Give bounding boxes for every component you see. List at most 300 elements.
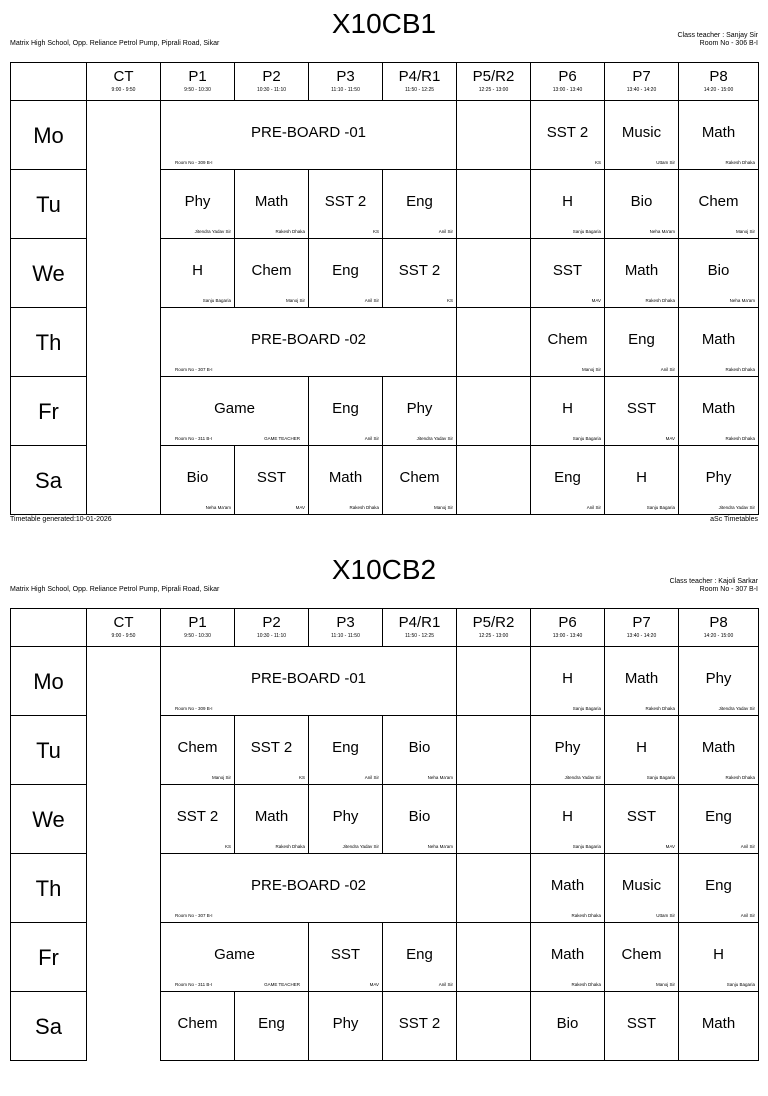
teacher-name: Anil Sir (364, 775, 379, 780)
lesson-cell (531, 377, 605, 446)
period-time: 9:50 - 10:30 (184, 633, 211, 639)
period-header (383, 63, 457, 101)
subject-name: Eng (554, 469, 581, 486)
subject-name: SST 2 (546, 124, 589, 141)
class-teacher: Class teacher : Sanjay Sir (677, 32, 758, 39)
subject-name: Phy (184, 193, 211, 210)
period-header (679, 609, 759, 647)
day-row (11, 101, 759, 170)
class-room: Room No - 306 B-I (699, 40, 758, 47)
subject-name: Eng (332, 400, 359, 417)
generated-date: Timetable generated:10-01-2026 (10, 516, 112, 523)
lesson-cell (383, 239, 457, 308)
empty-period-cell (457, 308, 531, 377)
period-header (679, 63, 759, 101)
subject-name: Math (254, 193, 289, 210)
teacher-name: Jitendra Yadav Sir (718, 505, 755, 510)
teacher-name: Manoj Sir (581, 367, 601, 372)
room-label: Room No - 309 B-I (175, 706, 213, 711)
teacher-name: Sanju Bagaria (572, 436, 601, 441)
subject-name: SST 2 (324, 193, 367, 210)
teacher-name: Rakesh Dhaka (725, 436, 755, 441)
period-time: 13:40 - 14:20 (626, 633, 657, 639)
lesson-cell (309, 239, 383, 308)
period-header (235, 609, 309, 647)
subject-name: PRE-BOARD -01 (250, 124, 367, 141)
day-cell (11, 923, 87, 992)
period-name: P7 (632, 614, 651, 631)
lesson-cell (235, 170, 309, 239)
teacher-name: Sanju Bagaria (202, 298, 231, 303)
day-cell (11, 854, 87, 923)
teacher-name: Sanju Bagaria (646, 775, 675, 780)
subject-name: Math (254, 808, 289, 825)
subject-name: Phy (406, 400, 433, 417)
timetable-grid (10, 608, 759, 1061)
software-credit: aSc Timetables (710, 516, 758, 523)
empty-period-cell (457, 785, 531, 854)
subject-name: H (562, 193, 573, 210)
teacher-name: Sanju Bagaria (646, 505, 675, 510)
lesson-cell (383, 923, 457, 992)
lesson-cell (161, 992, 235, 1061)
timetable-grid (10, 62, 759, 515)
subject-name: Eng (332, 739, 359, 756)
subject-name: PRE-BOARD -01 (250, 670, 367, 687)
teacher-name: Manoj Sir (655, 982, 675, 987)
lesson-cell (235, 239, 309, 308)
teacher-name: Anil Sir (364, 298, 379, 303)
lesson-cell (161, 446, 235, 515)
period-header (457, 609, 531, 647)
period-name: P3 (336, 68, 355, 85)
class-teacher: Class teacher : Kajoli Sarkar (669, 578, 758, 585)
teacher-name: Jitendra Yadav Sir (194, 229, 231, 234)
lesson-cell (309, 170, 383, 239)
subject-name: Eng (258, 1015, 285, 1032)
lesson-cell (161, 377, 309, 446)
ct-column (87, 647, 161, 1061)
period-time: 13:00 - 13:40 (552, 87, 583, 93)
room-label: Room No - 307 B-I (175, 913, 213, 918)
lesson-cell (383, 446, 457, 515)
teacher-name: Jitendra Yadav Sir (342, 844, 379, 849)
lesson-cell (679, 446, 759, 515)
period-time: 9:00 - 9:50 (111, 633, 136, 639)
lesson-cell (605, 239, 679, 308)
teacher-name: Rakesh Dhaka (725, 160, 755, 165)
period-name: P6 (558, 68, 577, 85)
period-name: P8 (709, 68, 728, 85)
lesson-cell (605, 923, 679, 992)
empty-period-cell (457, 923, 531, 992)
lesson-cell (605, 377, 679, 446)
subject-name: Math (624, 670, 659, 687)
timetable-title: X10CB2 (331, 554, 437, 585)
subject-name: SST 2 (398, 262, 441, 279)
teacher-name: Anil Sir (740, 913, 755, 918)
lesson-cell (531, 716, 605, 785)
subject-name: SST (330, 946, 361, 963)
period-time: 11:10 - 11:50 (331, 633, 360, 639)
teacher-name: Sanju Bagaria (572, 844, 601, 849)
subject-name: SST (626, 1015, 657, 1032)
period-name: P4/R1 (398, 614, 441, 631)
school-address: Matrix High School, Opp. Reliance Petrol Pump, Piprali Road, Sikar (10, 586, 220, 593)
timetable-title: X10CB1 (331, 8, 437, 39)
period-header (309, 63, 383, 101)
period-name: P1 (188, 68, 207, 85)
period-header (531, 63, 605, 101)
teacher-name: Rakesh Dhaka (275, 844, 305, 849)
teacher-name: KS (298, 775, 305, 780)
period-header (161, 63, 235, 101)
day-name: We (32, 807, 65, 832)
teacher-name: Anil Sir (364, 436, 379, 441)
teacher-name: Jitendra Yadav Sir (416, 436, 453, 441)
teacher-name: Sanju Bagaria (572, 706, 601, 711)
teacher-name: Manoj Sir (285, 298, 305, 303)
day-name: Sa (35, 468, 62, 493)
teacher-name: Rakesh Dhaka (571, 982, 601, 987)
subject-name: Eng (705, 808, 732, 825)
day-cell (11, 308, 87, 377)
empty-period-cell (457, 716, 531, 785)
teacher-name: KS (224, 844, 231, 849)
subject-name: Eng (406, 193, 433, 210)
room-label: Room No - 311 B-I (175, 982, 213, 987)
lesson-cell (531, 992, 605, 1061)
period-header (309, 609, 383, 647)
subject-name: Math (624, 262, 659, 279)
lesson-cell (531, 101, 605, 170)
period-header-row (11, 609, 759, 647)
teacher-name: Uttam Sir (656, 913, 675, 918)
subject-name: Math (701, 124, 736, 141)
period-header (235, 63, 309, 101)
lesson-cell (531, 446, 605, 515)
empty-period-cell (457, 239, 531, 308)
teacher-name: Anil Sir (660, 367, 675, 372)
day-name: Th (35, 876, 62, 901)
subject-name: SST (626, 808, 657, 825)
subject-name: H (636, 739, 647, 756)
lesson-cell (161, 854, 457, 923)
teacher-name: KS (594, 160, 601, 165)
teacher-name: Sanju Bagaria (572, 229, 601, 234)
subject-name: Music (621, 124, 662, 141)
lesson-cell (383, 716, 457, 785)
subject-name: Bio (408, 808, 431, 825)
subject-name: Eng (406, 946, 433, 963)
timetable-block (0, 556, 768, 1096)
period-name: CT (113, 68, 134, 85)
subject-name: Chem (621, 946, 662, 963)
subject-name: Math (701, 400, 736, 417)
lesson-cell (161, 716, 235, 785)
period-name: P2 (262, 68, 281, 85)
subject-name: H (713, 946, 724, 963)
teacher-name: MAV (369, 982, 379, 987)
lesson-cell (679, 716, 759, 785)
period-header (605, 63, 679, 101)
lesson-cell (161, 239, 235, 308)
subject-name: Phy (705, 670, 732, 687)
period-header (383, 609, 457, 647)
day-cell (11, 239, 87, 308)
lesson-cell (605, 854, 679, 923)
corner-cell (11, 609, 87, 647)
lesson-cell (679, 239, 759, 308)
teacher-name: Rakesh Dhaka (571, 913, 601, 918)
subject-name: SST (626, 400, 657, 417)
teacher-name: Neha Ma'am (729, 298, 755, 303)
teacher-name: MAV (665, 436, 675, 441)
empty-period-cell (457, 854, 531, 923)
lesson-cell (679, 647, 759, 716)
period-name: P5/R2 (472, 614, 515, 631)
teacher-name: MAV (665, 844, 675, 849)
lesson-cell (679, 992, 759, 1061)
day-name: Mo (33, 123, 64, 148)
subject-name: SST (552, 262, 583, 279)
period-name: P2 (262, 614, 281, 631)
timetable-block (0, 10, 768, 550)
period-header (87, 609, 161, 647)
teacher-name: Anil Sir (438, 982, 453, 987)
period-header (531, 609, 605, 647)
lesson-cell (605, 785, 679, 854)
lesson-cell (531, 239, 605, 308)
room-label: Room No - 311 B-I (175, 436, 213, 441)
day-name: Mo (33, 669, 64, 694)
period-header (457, 63, 531, 101)
lesson-cell (679, 377, 759, 446)
subject-name: Math (328, 469, 363, 486)
lesson-cell (679, 854, 759, 923)
period-time: 14:20 - 15:00 (703, 633, 734, 639)
period-time: 11:10 - 11:50 (331, 87, 360, 93)
teacher-name: Jitendra Yadav Sir (718, 706, 755, 711)
subject-name: Math (701, 739, 736, 756)
subject-name: Game (214, 400, 255, 417)
teacher-name: MAV (591, 298, 601, 303)
lesson-cell (531, 308, 605, 377)
subject-name: Chem (399, 469, 440, 486)
period-name: P5/R2 (472, 68, 515, 85)
lesson-cell (383, 785, 457, 854)
period-name: P3 (336, 614, 355, 631)
day-cell (11, 170, 87, 239)
lesson-cell (161, 101, 457, 170)
period-name: CT (113, 614, 134, 631)
subject-name: Math (701, 1015, 736, 1032)
subject-name: H (636, 469, 647, 486)
subject-name: Chem (177, 739, 218, 756)
subject-name: Eng (332, 262, 359, 279)
teacher-name: Rakesh Dhaka (275, 229, 305, 234)
subject-name: SST 2 (250, 739, 293, 756)
teacher-name: Rakesh Dhaka (645, 298, 675, 303)
lesson-cell (161, 923, 309, 992)
lesson-cell (235, 716, 309, 785)
lesson-cell (531, 785, 605, 854)
period-name: P6 (558, 614, 577, 631)
lesson-cell (309, 923, 383, 992)
period-time: 10:30 - 11:10 (256, 633, 287, 639)
lesson-cell (605, 170, 679, 239)
subject-name: Music (621, 877, 662, 894)
subject-name: SST 2 (398, 1015, 441, 1032)
day-cell (11, 446, 87, 515)
lesson-cell (309, 377, 383, 446)
ct-column (87, 101, 161, 515)
teacher-name: GAME TEACHER (264, 982, 300, 987)
class-teacher-info (670, 578, 758, 594)
lesson-cell (161, 785, 235, 854)
lesson-cell (235, 785, 309, 854)
subject-name: Bio (707, 262, 730, 279)
teacher-name: Rakesh Dhaka (725, 367, 755, 372)
subject-name: Math (701, 331, 736, 348)
subject-name: H (192, 262, 203, 279)
period-time: 9:50 - 10:30 (184, 87, 211, 93)
lesson-cell (309, 785, 383, 854)
subject-name: PRE-BOARD -02 (250, 331, 367, 348)
period-name: P7 (632, 68, 651, 85)
period-time: 13:00 - 13:40 (552, 633, 583, 639)
period-time: 14:20 - 15:00 (703, 87, 734, 93)
teacher-name: Manoj Sir (211, 775, 231, 780)
lesson-cell (531, 854, 605, 923)
day-cell (11, 101, 87, 170)
subject-name: H (562, 670, 573, 687)
lesson-cell (383, 992, 457, 1061)
lesson-cell (605, 647, 679, 716)
period-time: 10:30 - 11:10 (256, 87, 287, 93)
lesson-cell (679, 785, 759, 854)
subject-name: Phy (332, 808, 359, 825)
lesson-cell (161, 647, 457, 716)
teacher-name: Neha Ma'am (427, 844, 453, 849)
lesson-cell (309, 446, 383, 515)
period-header (605, 609, 679, 647)
lesson-cell (605, 446, 679, 515)
lesson-cell (235, 992, 309, 1061)
lesson-cell (235, 446, 309, 515)
period-header (161, 609, 235, 647)
subject-name: Chem (698, 193, 739, 210)
lesson-cell (531, 923, 605, 992)
subject-name: Phy (705, 469, 732, 486)
day-name: Tu (36, 192, 61, 217)
lesson-cell (531, 647, 605, 716)
period-header-row (11, 63, 759, 101)
subject-name: Chem (251, 262, 292, 279)
period-time: 12:25 - 13:00 (478, 633, 509, 639)
empty-period-cell (457, 101, 531, 170)
day-name: Th (35, 330, 62, 355)
period-name: P1 (188, 614, 207, 631)
empty-period-cell (457, 992, 531, 1061)
subject-name: Bio (630, 193, 653, 210)
period-time: 13:40 - 14:20 (626, 87, 657, 93)
lesson-cell (383, 170, 457, 239)
subject-name: Bio (556, 1015, 579, 1032)
period-name: P4/R1 (398, 68, 441, 85)
day-cell (11, 647, 87, 716)
day-name: Fr (38, 399, 59, 424)
day-name: We (32, 261, 65, 286)
subject-name: Eng (705, 877, 732, 894)
empty-period-cell (457, 647, 531, 716)
class-teacher-info (677, 32, 758, 48)
lesson-cell (605, 101, 679, 170)
teacher-name: Anil Sir (740, 844, 755, 849)
period-time: 11:50 - 12:25 (404, 87, 435, 93)
class-room: Room No - 307 B-I (699, 586, 758, 593)
subject-name: Bio (186, 469, 209, 486)
teacher-name: Neha Ma'am (649, 229, 675, 234)
day-name: Fr (38, 945, 59, 970)
subject-name: Phy (554, 739, 581, 756)
day-cell (11, 785, 87, 854)
empty-period-cell (457, 170, 531, 239)
teacher-name: Anil Sir (586, 505, 601, 510)
subject-name: H (562, 808, 573, 825)
teacher-name: Neha Ma'am (205, 505, 231, 510)
teacher-name: Uttam Sir (656, 160, 675, 165)
lesson-cell (679, 170, 759, 239)
teacher-name: Rakesh Dhaka (645, 706, 675, 711)
day-cell (11, 992, 87, 1061)
lesson-cell (161, 170, 235, 239)
teacher-name: MAV (295, 505, 305, 510)
empty-period-cell (457, 446, 531, 515)
period-header (87, 63, 161, 101)
subject-name: Phy (332, 1015, 359, 1032)
teacher-name: KS (372, 229, 379, 234)
subject-name: Bio (408, 739, 431, 756)
day-cell (11, 716, 87, 785)
teacher-name: GAME TEACHER (264, 436, 300, 441)
lesson-cell (309, 992, 383, 1061)
subject-name: Eng (628, 331, 655, 348)
lesson-cell (605, 308, 679, 377)
teacher-name: Rakesh Dhaka (725, 775, 755, 780)
subject-name: Math (550, 946, 585, 963)
period-time: 12:25 - 13:00 (478, 87, 509, 93)
day-cell (11, 377, 87, 446)
teacher-name: Sanju Bagaria (726, 982, 755, 987)
teacher-name: Manoj Sir (735, 229, 755, 234)
subject-name: Game (214, 946, 255, 963)
teacher-name: Manoj Sir (433, 505, 453, 510)
room-label: Room No - 309 B-I (175, 160, 213, 165)
corner-cell (11, 63, 87, 101)
subject-name: SST (256, 469, 287, 486)
room-label: Room No - 307 B-I (175, 367, 213, 372)
day-row (11, 647, 759, 716)
school-address: Matrix High School, Opp. Reliance Petrol Pump, Piprali Road, Sikar (10, 40, 220, 47)
teacher-name: Anil Sir (438, 229, 453, 234)
teacher-name: Jitendra Yadav Sir (564, 775, 601, 780)
teacher-name: KS (446, 298, 453, 303)
subject-name: Chem (177, 1015, 218, 1032)
lesson-cell (679, 923, 759, 992)
lesson-cell (679, 308, 759, 377)
period-name: P8 (709, 614, 728, 631)
